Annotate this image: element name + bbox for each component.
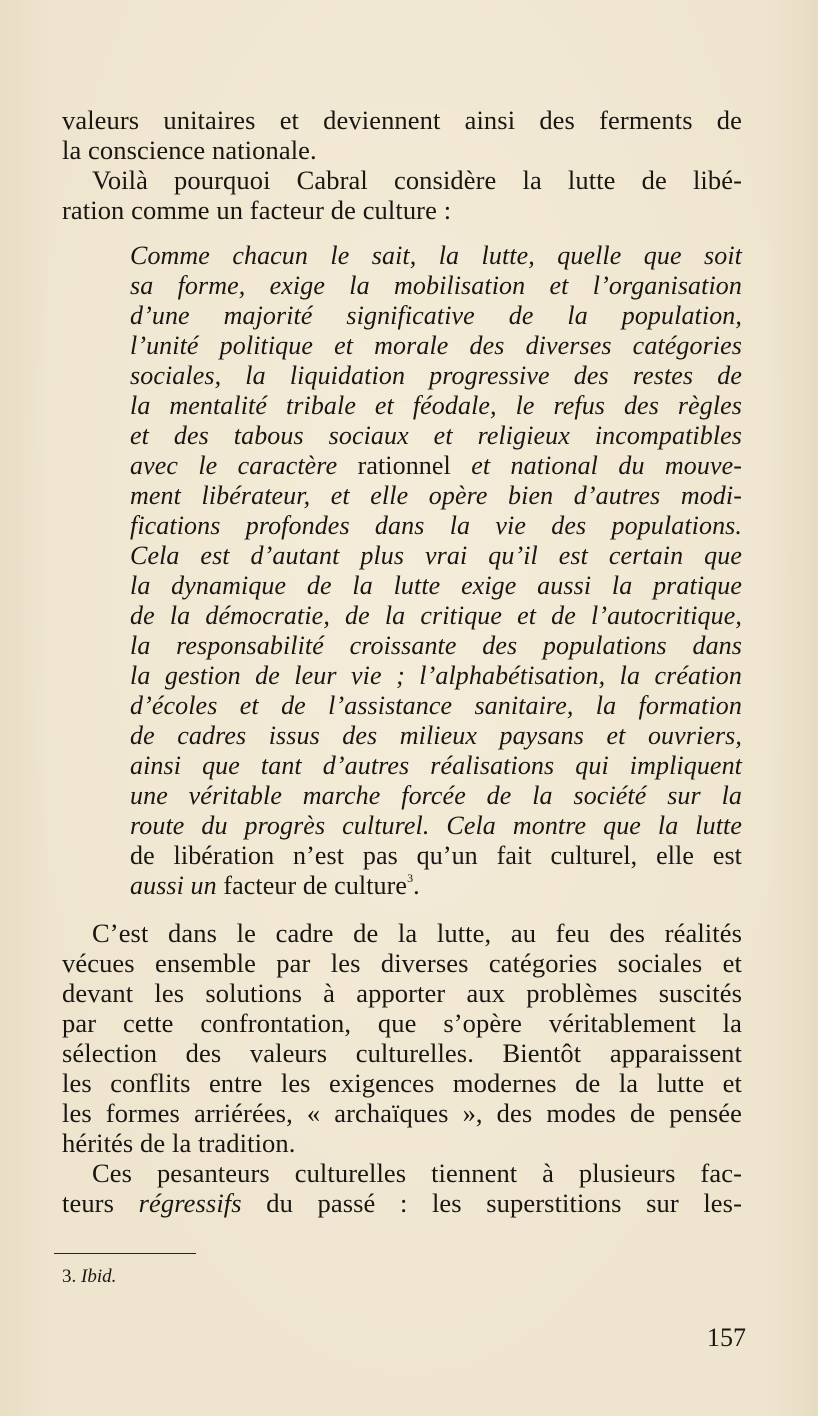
quote-line: d’une majorité significative de la population, bbox=[130, 301, 742, 330]
footnote-text: Ibid. bbox=[81, 1266, 117, 1287]
quote-line: la mentalité tribale et féodale, le refus des règles bbox=[130, 391, 742, 420]
paragraph-first-line: Ces pesanteurs culturelles tiennent à plusieurs fac- bbox=[92, 1158, 742, 1188]
quote-line: ment libérateur, et elle opère bien d’autres modi- bbox=[130, 481, 742, 510]
quote-text-roman: . bbox=[413, 871, 420, 900]
text-line: devant les solutions à apporter aux problèmes suscités bbox=[62, 978, 742, 1008]
quote-text: et bbox=[471, 451, 491, 480]
quote-line: sa forme, exige la mobilisation et l’organisation bbox=[130, 271, 742, 300]
text-line: les conflits entre les exigences modernes de la lutte et bbox=[62, 1068, 742, 1098]
text-span: du passé : les superstitions sur les- bbox=[266, 1188, 742, 1218]
text-line: par cette confrontation, que s’opère véritablement la bbox=[62, 1008, 742, 1038]
text-line: la conscience nationale. bbox=[62, 135, 317, 165]
quote-line: de cadres issus des milieux paysans et ouvriers, bbox=[130, 721, 742, 750]
quote-text: aussi un bbox=[130, 871, 217, 900]
quote-line bbox=[130, 450, 742, 482]
footnote bbox=[62, 1264, 116, 1290]
quote-line: la gestion de leur vie ; l’alphabétisation, la création bbox=[130, 661, 742, 690]
quote-line: la dynamique de la lutte exige aussi la pratique bbox=[130, 571, 742, 600]
quote-line: sociales, la liquidation progressive des restes de bbox=[130, 361, 742, 390]
quote-line: de libération n’est pas qu’un fait culturel, elle est bbox=[130, 841, 742, 870]
text-span: teurs bbox=[62, 1188, 115, 1218]
quote-line: l’unité politique et morale des diverses catégories bbox=[130, 331, 742, 360]
quote-text: avec le caractère bbox=[130, 451, 338, 480]
quote-text: national bbox=[510, 451, 599, 480]
quote-line: fications profondes dans la vie des populations. bbox=[130, 511, 742, 540]
text-line: valeurs unitaires et deviennent ainsi des ferments de bbox=[62, 105, 742, 135]
quote-text-roman: rationnel bbox=[357, 451, 451, 480]
text-line: hérités de la tradition. bbox=[62, 1128, 296, 1158]
quote-line: la responsabilité croissante des populations dans bbox=[130, 631, 742, 660]
quote-line: d’écoles et de l’assistance sanitaire, la formation bbox=[130, 691, 742, 720]
page-number: 157 bbox=[707, 1323, 746, 1352]
quote-line bbox=[130, 870, 742, 902]
quote-line: route du progrès culturel. Cela montre que la lutte bbox=[130, 811, 742, 840]
paragraph-first-line: C’est dans le cadre de la lutte, au feu des réalités bbox=[92, 918, 742, 948]
quote-text: du mouve- bbox=[618, 451, 743, 480]
quote-line: de la démocratie, de la critique et de l’autocritique, bbox=[130, 601, 742, 630]
quote-line: une véritable marche forcée de la société sur la bbox=[130, 781, 742, 810]
quote-line: ainsi que tant d’autres réalisations qui impliquent bbox=[130, 751, 742, 780]
quote-text-roman: facteur de culture bbox=[223, 871, 408, 900]
text-line: les formes arriérées, « archaïques », des modes de pensée bbox=[62, 1098, 742, 1128]
text-line: ration comme un facteur de culture : bbox=[62, 195, 452, 225]
text-line bbox=[62, 1187, 742, 1219]
quote-line: et des tabous sociaux et religieux incompatibles bbox=[130, 421, 742, 450]
quote-line: Cela est d’autant plus vrai qu’il est certain que bbox=[130, 541, 742, 570]
footnote-reference-number[interactable]: 3 bbox=[407, 871, 414, 885]
footnote-number: 3. bbox=[62, 1266, 77, 1287]
quote-line: Comme chacun le sait, la lutte, quelle que soit bbox=[130, 241, 742, 270]
footnote-rule bbox=[54, 1253, 196, 1254]
text-span-italic: régressifs bbox=[138, 1188, 242, 1218]
paragraph-first-line: Voilà pourquoi Cabral considère la lutte de libé- bbox=[92, 165, 742, 195]
text-line: sélection des valeurs culturelles. Bientôt apparaissent bbox=[62, 1038, 742, 1068]
text-line: vécues ensemble par les diverses catégories sociales et bbox=[62, 948, 742, 978]
